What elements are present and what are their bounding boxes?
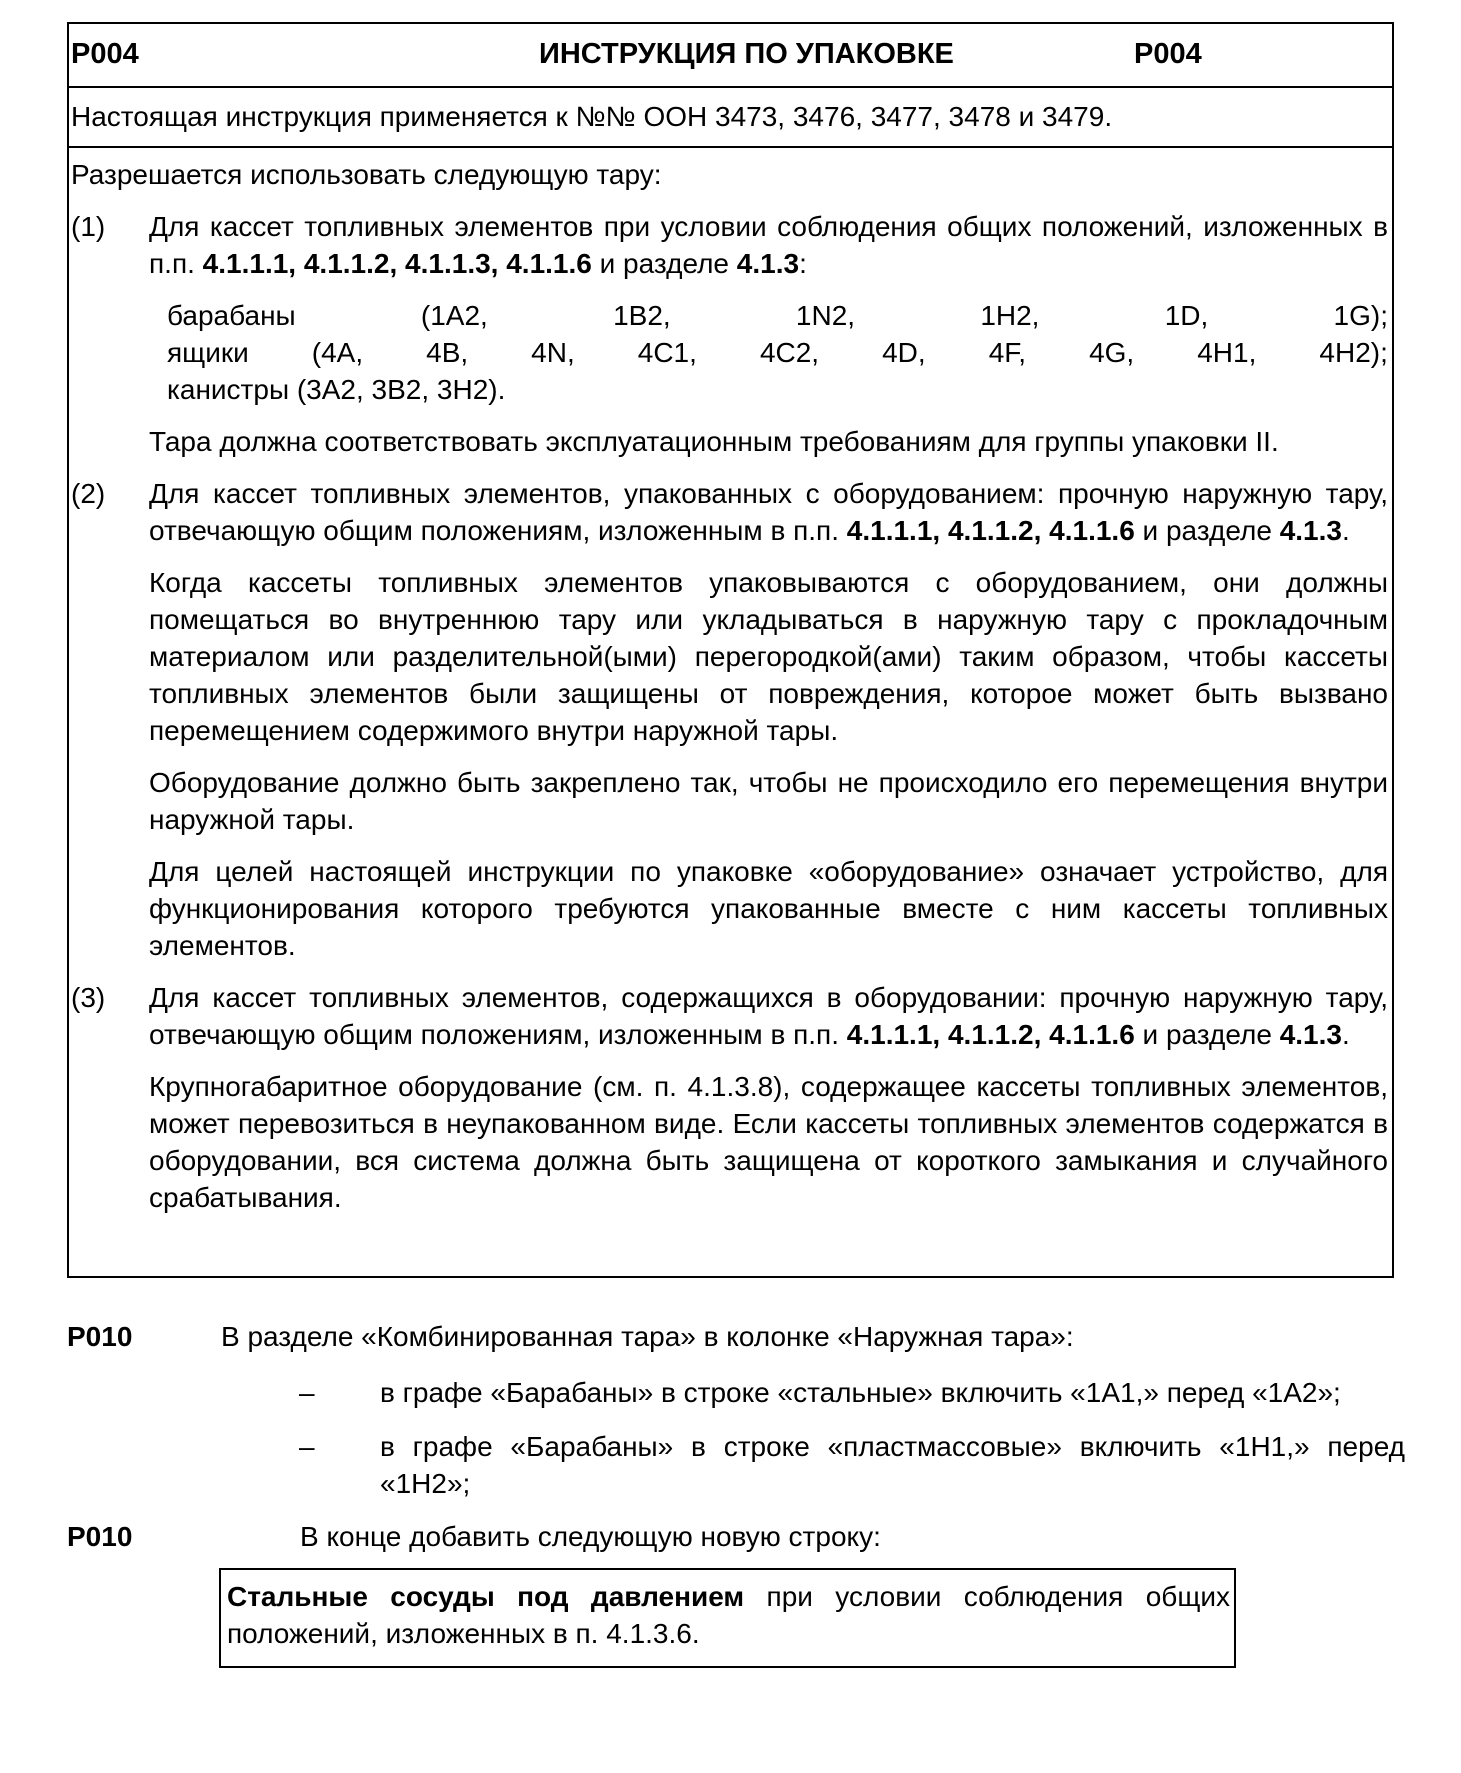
packing-instruction-table	[67, 22, 1394, 1278]
item-3	[71, 979, 1388, 1216]
applies-to-row: Настоящая инструкция применяется к №№ ООН 3473, 3476, 3477, 3478 и 3479.	[69, 88, 1392, 148]
item-text: Для кассет топливных элементов при условии соблюдения общих положений, изложенных в п.п. 4.1.1.1, 4.1.1.2, 4.1.1.3, 4.1.1.6 и разделе 4.1.3:	[149, 211, 1388, 279]
item-number: (1)	[71, 211, 106, 242]
item-2-para-2: Оборудование должно быть закреплено так, чтобы не происходило его перемещения внутри наружной тары.	[149, 767, 1388, 835]
item-number: (3)	[71, 982, 106, 1013]
instruction-title: ИНСТРУКЦИЯ ПО УПАКОВКЕ	[539, 38, 954, 70]
item-text: Для кассет топливных элементов, упакованных с оборудованием: прочную наружную тару, отвечающую общим положениям, изложенным в п.п. 4.1.1.1, 4.1.1.2, 4.1.1.6 и разделе 4.1.3.	[149, 478, 1388, 546]
table-header	[69, 24, 1392, 88]
item-1	[71, 208, 1388, 282]
new-row-box	[219, 1568, 1236, 1668]
item-2-para-1: Когда кассеты топливных элементов упаковываются с оборудованием, они должны помещаться во внутреннюю тару или укладываться в наружную тару с прокладочным материалом или разделительной(ыми) перегородкой(ами) таким образом, чтобы кассеты топливных элементов были защищены от повреждения, которое может быть вызвано перемещением содержимого внутри наружной тары.	[149, 567, 1388, 746]
instruction-code-left: P004	[71, 38, 139, 70]
amendment-code: P010	[67, 1521, 133, 1552]
item-number: (2)	[71, 478, 106, 509]
item-text: Для кассет топливных элементов, содержащихся в оборудовании: прочную наружную тару, отвечающую общим положениям, изложенным в п.п. 4.1.1.1, 4.1.1.2, 4.1.1.6 и разделе 4.1.3.	[149, 982, 1388, 1050]
item-1-note: Тара должна соответствовать эксплуатационным требованиям для группы упаковки II.	[149, 426, 1279, 457]
jerricans-row: канистры (3A2, 3B2, 3H2).	[167, 374, 506, 405]
allowed-packagings-text: Разрешается использовать следующую тару:	[71, 159, 662, 190]
new-row-text: Стальные сосуды под давлением при условии соблюдения общих положений, изложенных в п. 4.1.3.6.	[227, 1581, 1230, 1649]
item-2	[71, 475, 1388, 964]
dash-marker: –	[299, 1431, 315, 1462]
item-2-para-3: Для целей настоящей инструкции по упаковке «оборудование» означает устройство, для функционирования которого требуются упакованные вместе с ним кассеты топливных элементов.	[149, 856, 1388, 961]
bullet-text: в графе «Барабаны» в строке «пластмассовые» включить «1H1,» перед «1H2»;	[380, 1431, 1405, 1499]
item-3-para-1: Крупногабаритное оборудование (см. п. 4.1.3.8), содержащее кассеты топливных элементов, может перевозиться в неупакованном виде. Если кассеты топливных элементов содержатся в оборудовании, вся система должна быть защищена от короткого замыкания и случайного срабатывания.	[149, 1071, 1388, 1213]
drums-row: барабаны (1A2, 1B2, 1N2, 1H2, 1D, 1G);	[167, 300, 1388, 331]
packaging-codes	[71, 297, 1388, 408]
boxes-row: ящики (4A, 4B, 4N, 4C1, 4C2, 4D, 4F, 4G, 4H1, 4H2);	[167, 337, 1388, 368]
table-body	[69, 148, 1392, 1216]
dash-marker: –	[299, 1377, 315, 1408]
amendment-code: P010	[67, 1321, 133, 1352]
bullet-text: в графе «Барабаны» в строке «стальные» включить «1A1,» перед «1A2»;	[380, 1377, 1341, 1408]
amendment-intro: В разделе «Комбинированная тара» в колонке «Наружная тара»:	[221, 1321, 1074, 1352]
amendment-intro: В конце добавить следующую новую строку:	[300, 1521, 881, 1552]
instruction-code-right: P004	[1134, 38, 1202, 70]
